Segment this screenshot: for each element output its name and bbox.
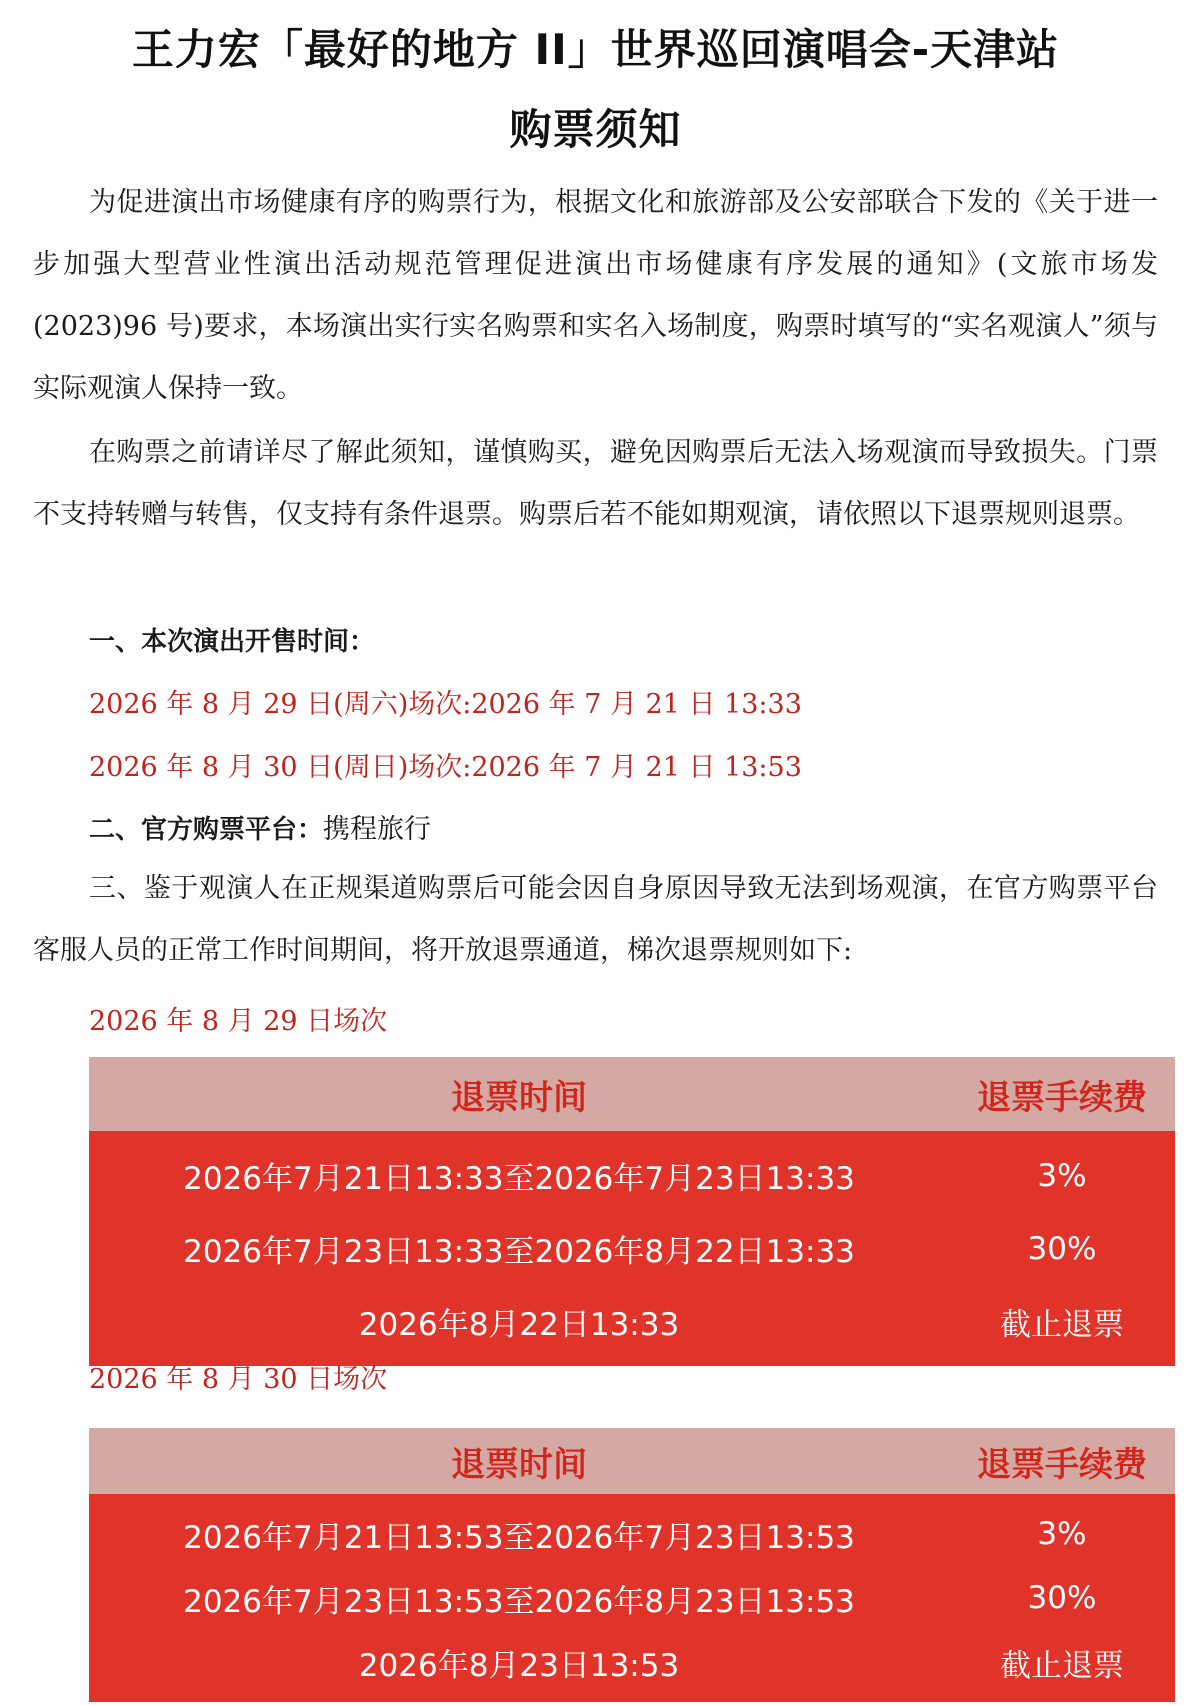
refund-time-cell: 2026年7月23日13:53至2026年8月23日13:53: [183, 1583, 855, 1620]
intro-paragraph: 为促进演出市场健康有序的购票行为，根据文化和旅游部及公安部联合下发的《关于进一步加强大型营业性演出活动规范管理促进演出市场健康有序发展的通知》(文旅市场发(2023)96 号)要求，本场演出实行实名购票和实名入场制度，购票时填写的“实名观演人”须与实际观演人保持一致。: [33, 187, 1158, 404]
refund-time-cell: 2026年7月21日13:53至2026年7月23日13:53: [183, 1519, 855, 1556]
header-refund-fee: 退票手续费: [977, 1444, 1147, 1485]
refund-table-body: [89, 1131, 1175, 1366]
refund-table-header: [89, 1428, 1175, 1494]
refund-fee-cell: 30%: [1027, 1230, 1097, 1267]
header-refund-time: 退票时间: [451, 1077, 587, 1118]
refund-table: [89, 1428, 1175, 1702]
table-row: [89, 1502, 1175, 1566]
page-subtitle: 购票须知: [509, 105, 682, 154]
header-refund-fee: 退票手续费: [977, 1077, 1147, 1118]
header-refund-time: 退票时间: [451, 1444, 587, 1485]
refund-fee-cell: 30%: [1027, 1580, 1097, 1616]
refund-time-cell: 2026年8月22日13:33: [358, 1307, 680, 1343]
refund-rules-paragraph: 三、鉴于观演人在正规渠道购票后可能会因自身原因导致无法到场观演，在官方购票平台客服人员的正常工作时间期间，将开放退票通道，梯次退票规则如下:: [33, 873, 1158, 966]
table-row: [89, 1212, 1175, 1285]
platform-name: 携程旅行: [323, 814, 432, 845]
sale-time-line: 2026 年 8 月 29 日(周六)场次:2026 年 7 月 21 日 13:33: [89, 689, 802, 720]
section-sale-time-heading: 一、本次演出开售时间：: [89, 627, 376, 657]
session-label: 2026 年 8 月 30 日场次: [89, 1364, 388, 1395]
refund-fee-cell: 3%: [1037, 1157, 1087, 1194]
refund-time-cell: 2026年7月23日13:33至2026年8月22日13:33: [183, 1234, 855, 1270]
refund-time-cell: 2026年8月23日13:53: [358, 1647, 680, 1684]
table-row: [89, 1630, 1175, 1694]
section-platform: [89, 810, 431, 850]
refund-table: [89, 1057, 1175, 1366]
refund-fee-cell: 截止退票: [1000, 1647, 1124, 1684]
page-title: 王力宏「最好的地方 II」世界巡回演唱会-天津站: [131, 25, 1060, 74]
refund-fee-cell: 截止退票: [1000, 1307, 1124, 1343]
refund-table-header: [89, 1057, 1175, 1131]
section-platform-heading: 二、官方购票平台：: [89, 815, 324, 845]
refund-time-cell: 2026年7月21日13:33至2026年7月23日13:33: [183, 1161, 855, 1197]
notice-paragraph: 在购票之前请详尽了解此须知，谨慎购买，避免因购票后无法入场观演而导致损失。门票不支持转赠与转售，仅支持有条件退票。购票后若不能如期观演，请依照以下退票规则退票。: [33, 437, 1158, 530]
table-row: [89, 1285, 1175, 1358]
refund-fee-cell: 3%: [1037, 1516, 1087, 1552]
table-row: [89, 1139, 1175, 1212]
table-row: [89, 1566, 1175, 1630]
session-label: 2026 年 8 月 29 日场次: [89, 1006, 388, 1037]
refund-table-body: [89, 1494, 1175, 1702]
sale-time-line: 2026 年 8 月 30 日(周日)场次:2026 年 7 月 21 日 13:53: [89, 752, 802, 783]
